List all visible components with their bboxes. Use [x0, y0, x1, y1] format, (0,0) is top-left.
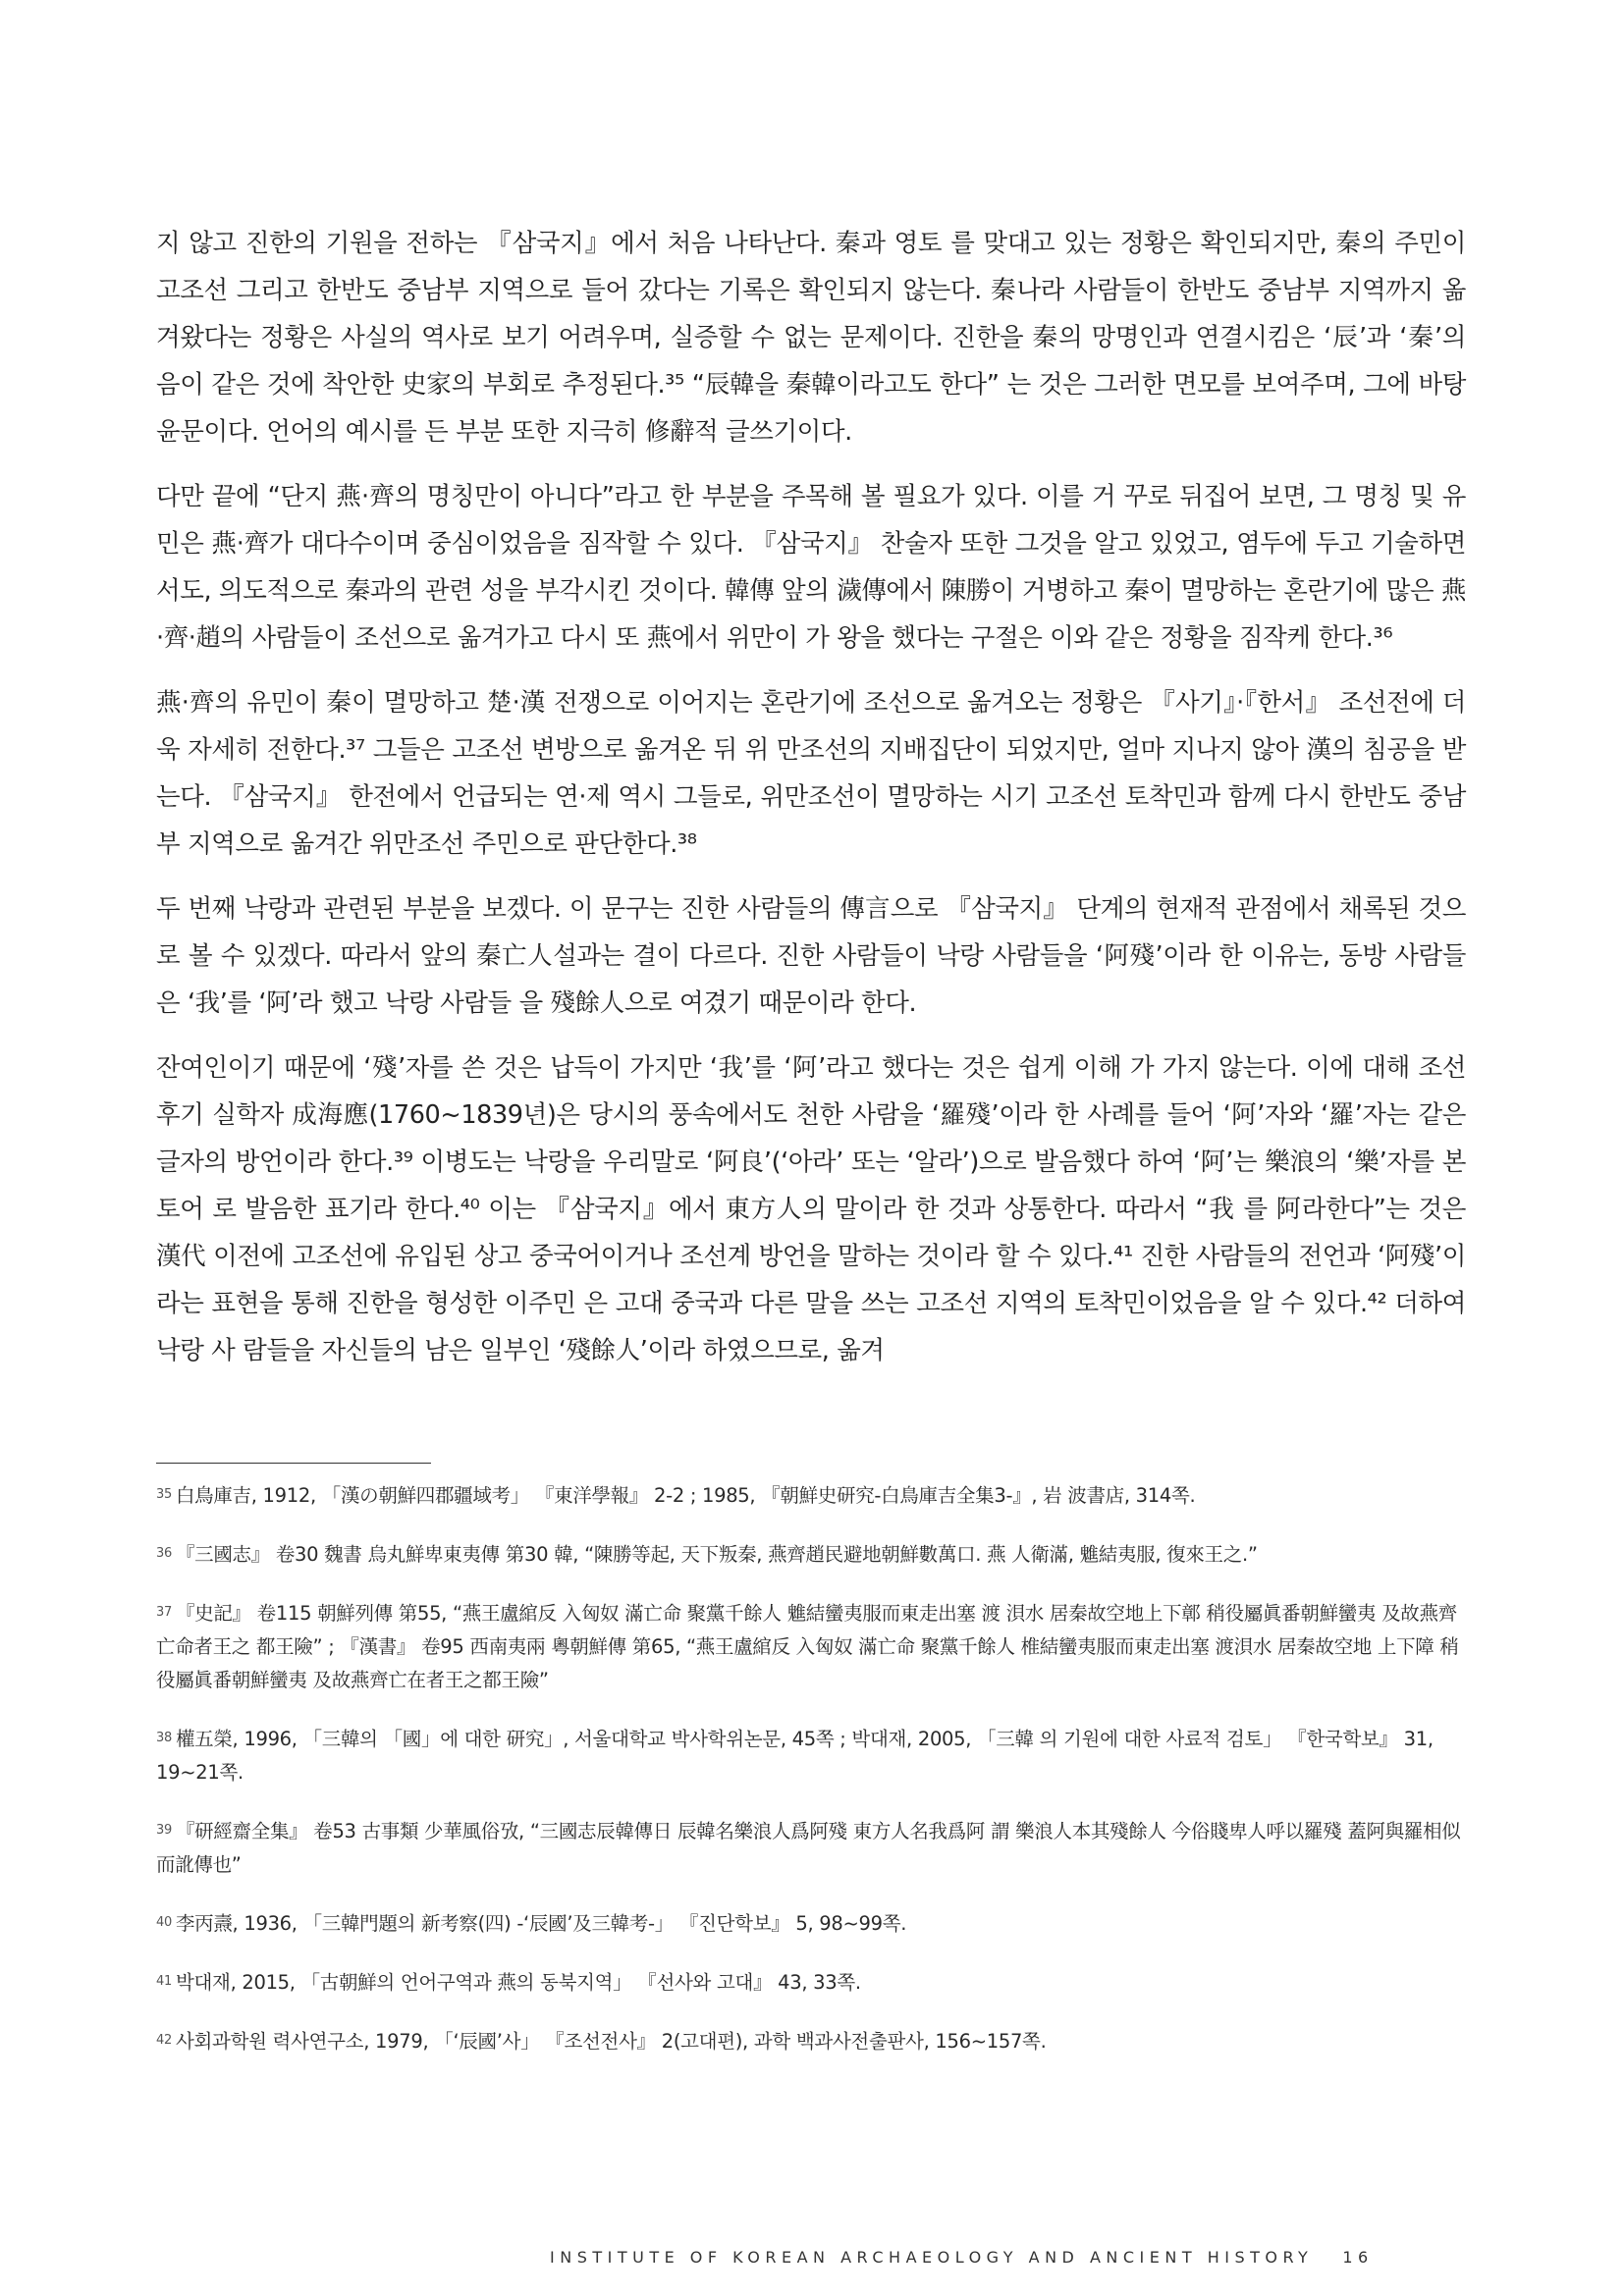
- footnote: [156, 1722, 1466, 1789]
- page-number: 16: [1342, 2248, 1374, 2267]
- footnote-number: 42: [156, 2033, 172, 2048]
- footnotes: [156, 1478, 1466, 2083]
- footnote-text: 박대재, 2015, 「古朝鮮의 언어구역과 燕의 동북지역」 『선사와 고대』 43, 33쪽.: [175, 1971, 861, 1994]
- footnote-text: 李丙燾, 1936, 「三韓門題의 新考察(四) -‘辰國’及三韓考-」 『진단학보』 5, 98~99쪽.: [175, 1912, 907, 1935]
- page-footer: [550, 2248, 1374, 2267]
- footnote-text: 權五榮, 1996, 「三韓의 「國」에 대한 研究」, 서울대학교 박사학위논문, 45쪽 ; 박대재, 2005, 「三韓 의 기원에 대한 사료적 검토」 『한국학보』 31, 19~21쪽.: [156, 1728, 1434, 1784]
- footer-institute-name: INSTITUTE OF KOREAN ARCHAEOLOGY AND ANCIENT HISTORY: [550, 2248, 1314, 2267]
- footnote-text: 白鳥庫吉, 1912, 「漢の朝鮮四郡疆域考」 『東洋學報』 2-2 ; 1985, 『朝鮮史研究-白鳥庫吉全集3-』, 岩 波書店, 314쪽.: [175, 1484, 1196, 1507]
- footnote-number: 37: [156, 1605, 172, 1620]
- footnote: [156, 1596, 1466, 1697]
- paragraph: 지 않고 진한의 기원을 전하는 『삼국지』에서 처음 나타난다. 秦과 영토 를 맞대고 있는 정황은 확인되지만, 秦의 주민이 고조선 그리고 한반도 중남부 지역으로 들어 갔다는 기록은 확인되지 않는다. 秦나라 사람들이 한반도 중남부 지역까지 옮겨왔다는 정황은 사실의 역사로 보기 어려우며, 실증할 수 없는 문제이다. 진한을 秦의 망명인과 연결시킴은 ‘辰’과 ‘秦’의 음이 같은 것에 착안한 史家의 부회로 추정된다.³⁵ “辰韓을 秦韓이라고도 한다” 는 것은 그러한 면모를 보여주며, 그에 바탕 윤문이다. 언어의 예시를 든 부분 또한 지극히 修辭적 글쓰기이다.: [156, 229, 1467, 447]
- footnote: [156, 2024, 1466, 2058]
- paragraph: 잔여인이기 때문에 ‘殘’자를 쓴 것은 납득이 가지만 ‘我’를 ‘阿’라고 했다는 것은 쉽게 이해 가 가지 않는다. 이에 대해 조선후기 실학자 成海應(1760~1839년)은 당시의 풍속에서도 천한 사람을 ‘羅殘’이라 한 사례를 들어 ‘阿’자와 ‘羅’자는 같은 글자의 방언이라 한다.³⁹ 이병도는 낙랑을 우리말로 ‘阿良’(‘아라’ 또는 ‘알라’)으로 발음했다 하여 ‘阿’는 樂浪의 ‘樂’자를 본토어 로 발음한 표기라 한다.⁴⁰ 이는 『삼국지』에서 東方人의 말이라 한 것과 상통한다. 따라서 “我 를 阿라한다”는 것은 漢代 이전에 고조선에 유입된 상고 중국어이거나 조선계 방언을 말하는 것이라 할 수 있다.⁴¹ 진한 사람들의 전언과 ‘阿殘’이라는 표현을 통해 진한을 형성한 이주민 은 고대 중국과 다른 말을 쓰는 고조선 지역의 토착민이었음을 알 수 있다.⁴² 더하여 낙랑 사 람들을 자신들의 남은 일부인 ‘殘餘人’이라 하였으므로, 옮겨: [156, 1053, 1466, 1365]
- footnote-number: 35: [156, 1487, 172, 1502]
- body-text: [156, 220, 1466, 1392]
- footnote: [156, 1814, 1466, 1882]
- footnote-text: 사회과학원 력사연구소, 1979, 「‘辰國’사」 『조선전사』 2(고대편), 과학 백과사전출판사, 156~157쪽.: [175, 2030, 1047, 2053]
- footnote: [156, 1478, 1466, 1513]
- footnote-text: 『研經齋全集』 卷53 古事類 少華風俗攷, “三國志辰韓傳日 辰韓名樂浪人爲阿殘 東方人名我爲阿 謂 樂浪人本其殘餘人 今俗賤卑人呼以羅殘 蓋阿與羅相似而訛傳也”: [156, 1820, 1461, 1876]
- paragraph: 다만 끝에 “단지 燕·齊의 명칭만이 아니다”라고 한 부분을 주목해 볼 필요가 있다. 이를 거 꾸로 뒤집어 보면, 그 명칭 및 유민은 燕·齊가 대다수이며 중심이었음을 짐작할 수 있다. 『삼국지』 찬술자 또한 그것을 알고 있었고, 염두에 두고 기술하면서도, 의도적으로 秦과의 관련 성을 부각시킨 것이다. 韓傳 앞의 濊傳에서 陳勝이 거병하고 秦이 멸망하는 혼란기에 많은 燕·齊·趙의 사람들이 조선으로 옮겨가고 다시 또 燕에서 위만이 가 왕을 했다는 구절은 이와 같은 정황을 짐작케 한다.³⁶: [156, 482, 1466, 653]
- footnote-text: 『三國志』 卷30 魏書 烏丸鮮卑東夷傳 第30 韓, “陳勝等起, 天下叛秦, 燕齊趙民避地朝鮮數萬口. 燕 人衛滿, 魋結夷服, 復來王之.”: [175, 1543, 1258, 1566]
- footnote-number: 40: [156, 1915, 172, 1930]
- paragraph: 두 번째 낙랑과 관련된 부분을 보겠다. 이 문구는 진한 사람들의 傳言으로 『삼국지』 단계의 현재적 관점에서 채록된 것으로 볼 수 있겠다. 따라서 앞의 秦亡人설과는 결이 다르다. 진한 사람들이 낙랑 사람들을 ‘阿殘’이라 한 이유는, 동방 사람들은 ‘我’를 ‘阿’라 했고 낙랑 사람들 을 殘餘人으로 여겼기 때문이라 한다.: [156, 894, 1466, 1018]
- footnote-divider: [156, 1463, 431, 1464]
- footnote-number: 39: [156, 1823, 172, 1838]
- paragraph: 燕·齊의 유민이 秦이 멸망하고 楚·漢 전쟁으로 이어지는 혼란기에 조선으로 옮겨오는 정황은 『사기』·『한서』 조선전에 더욱 자세히 전한다.³⁷ 그들은 고조선 변방으로 옮겨온 뒤 위 만조선의 지배집단이 되었지만, 얼마 지나지 않아 漢의 침공을 받는다. 『삼국지』 한전에서 언급되는 연·제 역시 그들로, 위만조선이 멸망하는 시기 고조선 토착민과 함께 다시 한반도 중남부 지역으로 옮겨간 위만조선 주민으로 판단한다.³⁸: [156, 688, 1466, 859]
- footnote-number: 38: [156, 1731, 172, 1745]
- footnote: [156, 1965, 1466, 2000]
- footnote: [156, 1906, 1466, 1941]
- footnote-number: 41: [156, 1974, 172, 1989]
- footnote: [156, 1537, 1466, 1572]
- footnote-number: 36: [156, 1546, 172, 1561]
- footnote-text: 『史記』 卷115 朝鮮列傳 第55, “燕王盧綰反 入匈奴 滿亡命 聚黨千餘人 魋結蠻夷服而東走出塞 渡 浿水 居秦故空地上下鄣 稍役屬眞番朝鮮蠻夷 及故燕齊亡命者王之 都王險” ; 『漢書』 卷95 西南夷兩 粵朝鮮傳 第65, “燕王盧綰反 入匈奴 滿亡命 聚黨千餘人 椎結蠻夷服而東走出塞 渡浿水 居秦故空地 上下障 稍役屬眞番朝鮮蠻夷 及故燕齊亡在者王之都王險”: [156, 1602, 1459, 1691]
